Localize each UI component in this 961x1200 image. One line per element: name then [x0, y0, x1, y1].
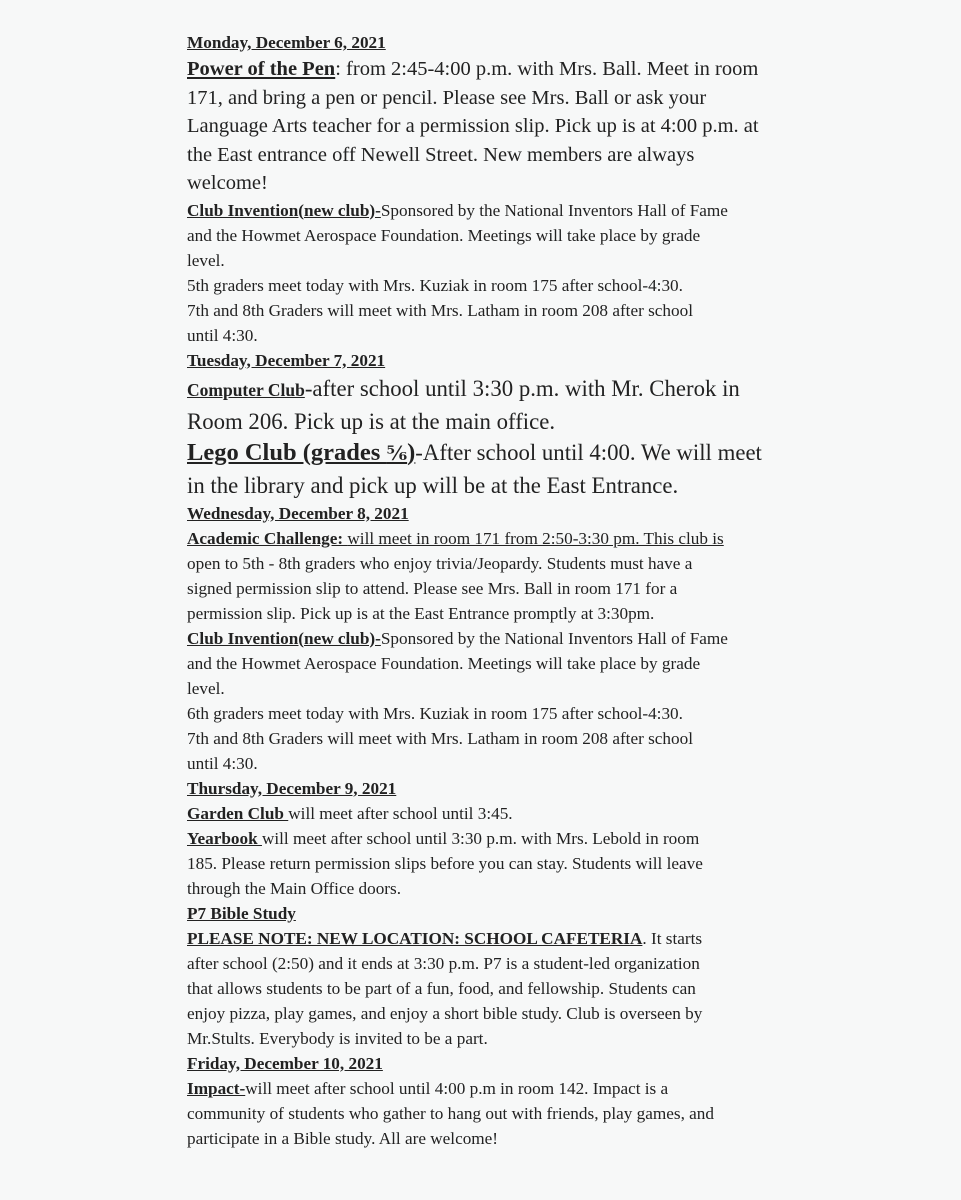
club-title-club-invention: Club Invention(new club)- [187, 200, 381, 220]
entry-text: in the library and pick up will be at the East Entrance. [187, 472, 679, 498]
computer-club-entry [187, 373, 807, 406]
club-schedule [187, 30, 807, 1151]
day-heading-wednesday: Wednesday, December 8, 2021 [187, 503, 409, 523]
entry-text: will meet in room 171 from 2:50-3:30 pm. This club is [347, 528, 724, 548]
entry-text: Room 206. Pick up is at the main office. [187, 408, 556, 434]
entry-text: level. [187, 678, 225, 698]
entry-text: and the Howmet Aerospace Foundation. Meetings will take place by grade [187, 653, 701, 673]
location-note: PLEASE NOTE: NEW LOCATION: SCHOOL CAFETERIA [187, 928, 643, 948]
entry-text: until 4:30. [187, 753, 258, 773]
club-title-yearbook: Yearbook [187, 828, 262, 848]
entry-text: . It starts [642, 928, 703, 948]
day-heading-thursday: Thursday, December 9, 2021 [187, 778, 397, 798]
lego-club-entry [187, 437, 807, 470]
entry-text: 6th graders meet today with Mrs. Kuziak in room 175 after school-4:30. [187, 703, 683, 723]
power-of-the-pen-entry [187, 55, 807, 84]
club-title-club-invention: Club Invention(new club)- [187, 628, 381, 648]
entry-text: through the Main Office doors. [187, 878, 402, 898]
entry-text: will meet after school until 3:30 p.m. with Mrs. Lebold in room [261, 828, 700, 848]
entry-text: 5th graders meet today with Mrs. Kuziak in room 175 after school-4:30. [187, 275, 683, 295]
entry-text: until 4:30. [187, 325, 258, 345]
garden-club-entry [187, 801, 807, 826]
club-title-impact: Impact- [187, 1078, 246, 1098]
entry-text: signed permission slip to attend. Please see Mrs. Ball in room 171 for a [187, 578, 678, 598]
entry-text: level. [187, 250, 225, 270]
friday-section [187, 1051, 807, 1151]
entry-text: permission slip. Pick up is at the East Entrance promptly at 3:30pm. [187, 603, 655, 623]
entry-text: 185. Please return permission slips before you can stay. Students will leave [187, 853, 703, 873]
entry-text: Sponsored by the National Inventors Hall of Fame [380, 200, 728, 220]
monday-section [187, 30, 807, 348]
club-title-garden-club: Garden Club [187, 803, 289, 823]
p7-entry [187, 926, 807, 951]
entry-text: 7th and 8th Graders will meet with Mrs. Latham in room 208 after school [187, 728, 693, 748]
academic-challenge-entry [187, 526, 807, 551]
club-title-lego-club [187, 439, 415, 466]
day-heading-tuesday: Tuesday, December 7, 2021 [187, 350, 386, 370]
entry-text: Sponsored by the National Inventors Hall of Fame [380, 628, 728, 648]
entry-text: that allows students to be part of a fun, food, and fellowship. Students can [187, 978, 696, 998]
club-invention-entry [187, 626, 807, 651]
thursday-section [187, 776, 807, 1051]
entry-text: community of students who gather to hang out with friends, play games, and [187, 1103, 714, 1123]
entry-text: the East entrance off Newell Street. New members are always [187, 143, 695, 166]
lego-title-close: ) [407, 438, 416, 466]
grade-fraction: ⅚ [386, 442, 408, 465]
entry-text: Language Arts teacher for a permission slip. Pick up is at 4:00 p.m. at [187, 115, 759, 137]
entry-text: and the Howmet Aerospace Foundation. Meetings will take place by grade [187, 225, 701, 245]
entry-text: welcome! [187, 172, 268, 194]
entry-text: open to 5th - 8th graders who enjoy trivia/Jeopardy. Students must have a [187, 553, 693, 573]
entry-text: 7th and 8th Graders will meet with Mrs. Latham in room 208 after school [187, 300, 693, 320]
impact-entry [187, 1076, 807, 1101]
entry-text: enjoy pizza, play games, and enjoy a short bible study. Club is overseen by [187, 1003, 703, 1023]
entry-text: Mr.Stults. Everybody is invited to be a part. [187, 1028, 488, 1048]
day-heading-monday: Monday, December 6, 2021 [187, 33, 386, 52]
entry-text: will meet after school until 3:45. [288, 803, 513, 823]
yearbook-entry [187, 826, 807, 851]
entry-text: : from 2:45-4:00 p.m. with Mrs. Ball. Meet in room [335, 58, 759, 80]
entry-text: will meet after school until 4:00 p.m in room 142. Impact is a [245, 1078, 669, 1098]
club-title-p7-bible-study: P7 Bible Study [187, 903, 296, 923]
club-invention-entry [187, 198, 807, 223]
club-title-power-of-the-pen: Power of the Pen [187, 58, 336, 80]
entry-text: -after school until 3:30 p.m. with Mr. Cherok in [304, 375, 740, 401]
club-title-academic-challenge: Academic Challenge: [187, 528, 348, 548]
club-title-computer-club: Computer Club [187, 379, 305, 400]
entry-text: 171, and bring a pen or pencil. Please see Mrs. Ball or ask your [187, 86, 707, 109]
entry-text: participate in a Bible study. All are welcome! [187, 1128, 499, 1148]
lego-title-text: Lego Club (grades [187, 438, 387, 466]
day-heading-friday: Friday, December 10, 2021 [187, 1053, 383, 1073]
tuesday-section [187, 348, 807, 501]
entry-text: after school (2:50) and it ends at 3:30 p.m. P7 is a student-led organization [187, 953, 700, 973]
wednesday-section [187, 501, 807, 776]
entry-text: -After school until 4:00. We will meet [415, 439, 762, 465]
